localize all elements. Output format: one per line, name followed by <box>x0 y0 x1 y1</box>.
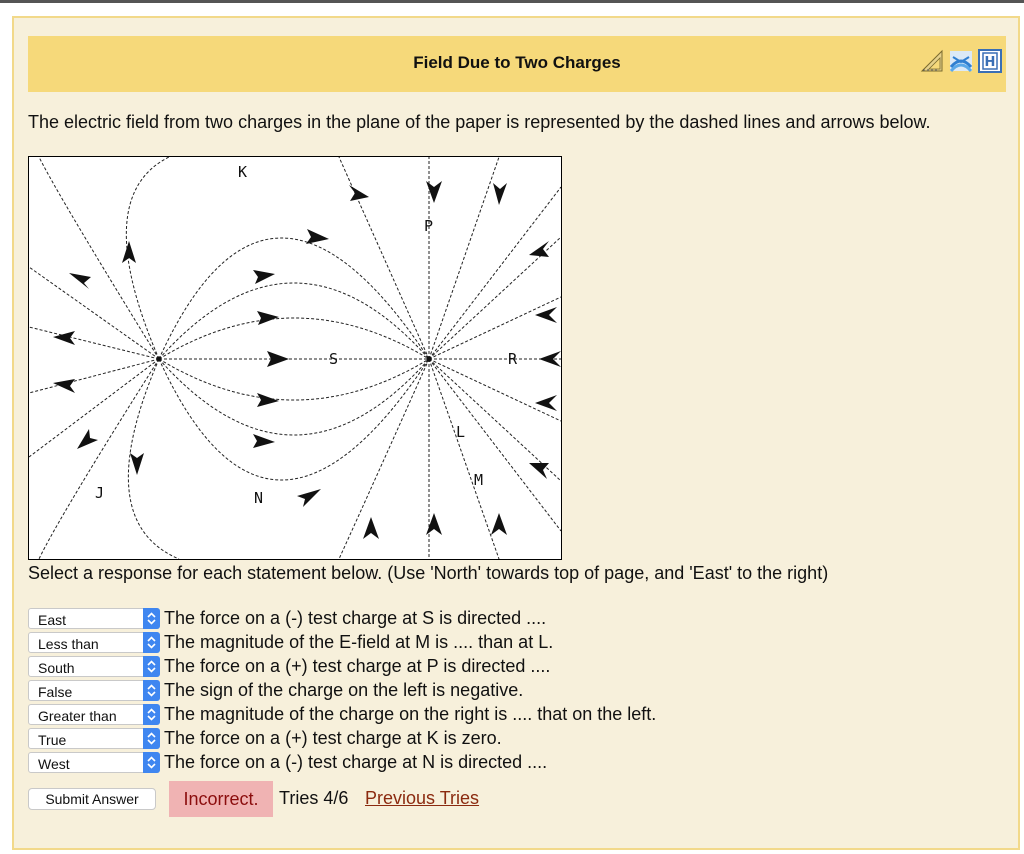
arrow-p <box>426 181 442 203</box>
arrow-west-1 <box>69 273 91 289</box>
hint-icon[interactable] <box>978 49 1002 73</box>
response-list <box>28 607 828 775</box>
response-select-4[interactable] <box>28 680 160 701</box>
tries-count: Tries 4/6 <box>279 788 349 808</box>
header-icons <box>920 49 1002 73</box>
field-arrows <box>53 181 561 539</box>
arrow-j-down <box>130 453 144 475</box>
problem-panel <box>12 16 1020 850</box>
response-row <box>28 727 828 751</box>
triangle-ruler-icon[interactable] <box>920 49 944 73</box>
status-badge: Incorrect. <box>169 781 273 817</box>
statement-text: The force on a (-) test charge at N is directed .... <box>164 752 548 772</box>
select-value: Greater than <box>38 708 117 724</box>
window-top-border <box>0 0 1024 3</box>
select-arrows-icon[interactable] <box>143 608 160 629</box>
label-p: P <box>424 217 434 235</box>
arrow-k-left <box>122 241 136 263</box>
problem-title: Field Due to Two Charges <box>413 53 621 72</box>
select-value: Less than <box>38 636 99 652</box>
arrow-bottom-3 <box>491 513 507 535</box>
statement-text: The sign of the charge on the left is negative. <box>164 680 524 700</box>
arrow-lower-1 <box>257 393 279 407</box>
label-r: R <box>508 350 518 368</box>
select-arrows-icon[interactable] <box>143 728 160 749</box>
right-charge <box>427 357 432 362</box>
hint-glyph: H <box>984 55 996 70</box>
response-row <box>28 655 828 679</box>
label-j: J <box>95 484 105 502</box>
select-arrows-icon[interactable] <box>143 632 160 653</box>
arrow-r <box>539 351 561 367</box>
label-l: L <box>456 423 466 441</box>
statement-text: The force on a (-) test charge at S is directed .... <box>164 608 547 628</box>
select-arrows-icon[interactable] <box>143 680 160 701</box>
response-row <box>28 703 828 727</box>
book-icon[interactable] <box>949 49 973 73</box>
select-value: South <box>38 660 75 676</box>
arrow-west-4 <box>77 429 98 449</box>
arrow-r-1 <box>529 241 549 257</box>
response-select-6[interactable] <box>28 728 160 749</box>
statement-text: The magnitude of the E-field at M is .... than at L. <box>164 632 554 652</box>
label-m: M <box>474 471 484 489</box>
arrow-p-right <box>493 183 507 205</box>
arrow-bottom-2 <box>426 513 442 535</box>
select-value: East <box>38 612 67 628</box>
arrow-upper-3 <box>306 229 329 244</box>
arrow-upper-1 <box>257 311 279 325</box>
previous-tries-link[interactable]: Previous Tries <box>365 788 480 808</box>
response-row <box>28 607 828 631</box>
problem-intro: The electric field from two charges in the plane of the paper is represented by the dashed lines and arrows below. <box>28 112 931 132</box>
left-charge <box>157 357 162 362</box>
arrow-lower-2 <box>253 434 275 448</box>
arrow-r-3 <box>535 395 557 411</box>
response-row <box>28 751 828 775</box>
arrow-r-2 <box>535 307 557 323</box>
submit-answer-button[interactable]: Submit Answer <box>28 788 156 810</box>
statement-text: The magnitude of the charge on the right is .... that on the left. <box>164 704 657 724</box>
statement-text: The force on a (+) test charge at K is zero. <box>164 728 502 748</box>
select-value: West <box>38 756 70 772</box>
response-select-7[interactable] <box>28 752 160 773</box>
arrow-m-right <box>529 463 549 479</box>
arrow-p-left <box>349 185 369 201</box>
response-row <box>28 679 828 703</box>
select-arrows-icon[interactable] <box>143 704 160 725</box>
label-k: K <box>238 163 248 181</box>
arrow-lower-3 <box>297 489 321 507</box>
response-select-3[interactable] <box>28 656 160 677</box>
field-line-diagram <box>29 157 561 559</box>
response-select-1[interactable] <box>28 608 160 629</box>
problem-header <box>28 36 1006 92</box>
select-value: False <box>38 684 73 700</box>
response-row <box>28 631 828 655</box>
response-select-2[interactable] <box>28 632 160 653</box>
field-lines <box>29 157 561 559</box>
arrow-bottom-1 <box>363 517 379 539</box>
response-select-5[interactable] <box>28 704 160 725</box>
select-arrows-icon[interactable] <box>143 752 160 773</box>
label-n: N <box>254 489 264 507</box>
select-value: True <box>38 732 67 748</box>
instructions: Select a response for each statement below. (Use 'North' towards top of page, and 'East' to the right) <box>28 563 829 583</box>
arrow-upper-2 <box>253 270 275 284</box>
arrow-west-2 <box>53 331 75 345</box>
statement-text: The force on a (+) test charge at P is directed .... <box>164 656 551 676</box>
select-arrows-icon[interactable] <box>143 656 160 677</box>
label-s: S <box>329 350 339 368</box>
electric-field-figure <box>28 156 562 560</box>
